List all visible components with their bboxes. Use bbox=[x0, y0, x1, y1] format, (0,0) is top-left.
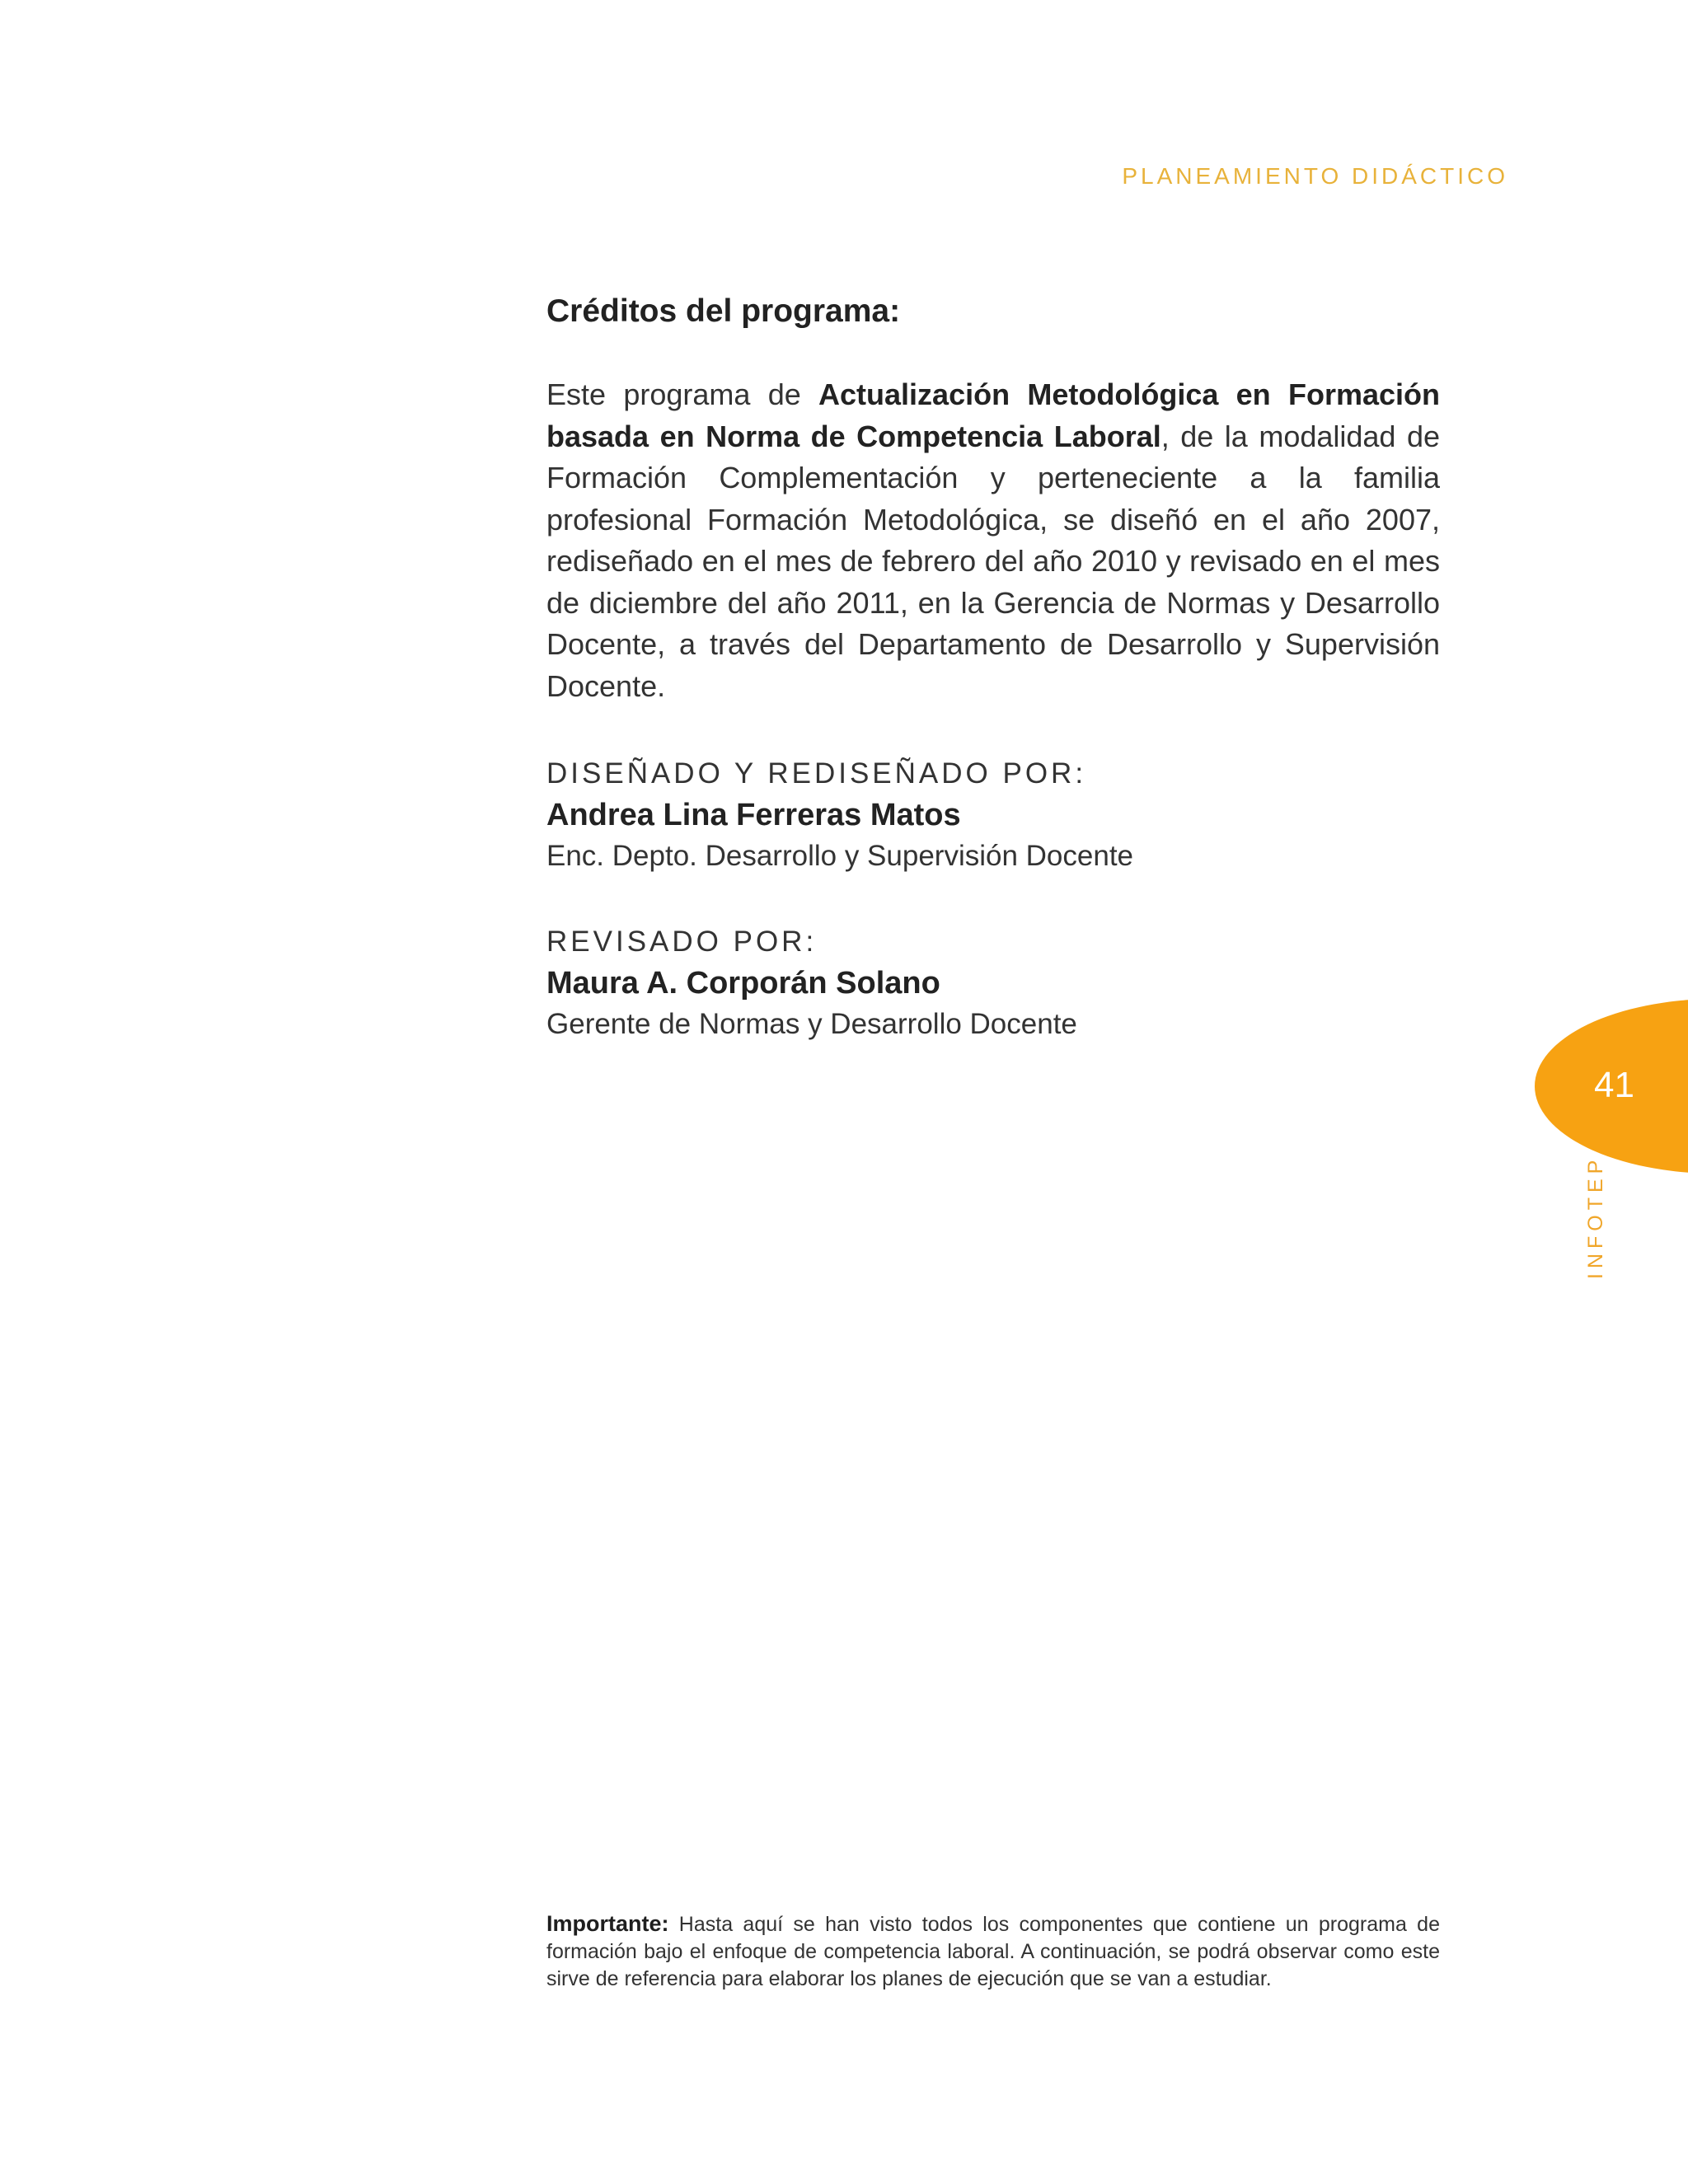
description-intro: Este programa de bbox=[546, 377, 819, 411]
page-number: 41 bbox=[1594, 1065, 1634, 1105]
important-note bbox=[546, 1910, 1440, 1993]
program-name: Actualización Metodológica en Formación basada en Norma de Competencia Laboral bbox=[546, 377, 1440, 453]
note-label: Importante: bbox=[546, 1911, 669, 1936]
note-text: Hasta aquí se han visto todos los componentes que contiene un programa de formación bajo el enfoque de competencia laboral. A continuación, se podrá observar como este sirve de referencia para elaborar los planes de ejecución que se van a estudiar. bbox=[546, 1913, 1440, 1990]
credit-designed-by bbox=[546, 753, 1440, 877]
credit-reviewed-by bbox=[546, 921, 1440, 1045]
program-description bbox=[546, 374, 1440, 707]
main-content bbox=[546, 288, 1440, 1045]
credit-heading: REVISADO POR: bbox=[546, 926, 818, 958]
running-header: PLANEAMIENTO DIDÁCTICO bbox=[1122, 163, 1508, 189]
section-title: Créditos del programa: bbox=[546, 293, 901, 329]
description-rest: , de la modalidad de Formación Complementación y perteneciente a la familia profesional Formación Metodológica, se diseñó en el año 2007, rediseñado en el mes de febrero del año 2010 y revisado en el mes de diciembre del año 2011, en la Gerencia de Normas y Desarrollo Docente, a través del Departamento de Desarrollo y Supervisión Docente. bbox=[546, 419, 1440, 703]
credit-heading: DISEÑADO Y REDISEÑADO POR: bbox=[546, 757, 1087, 790]
credit-role: Enc. Depto. Desarrollo y Supervisión Docente bbox=[546, 840, 1134, 872]
credit-name: Maura A. Corporán Solano bbox=[546, 966, 940, 1001]
credit-role: Gerente de Normas y Desarrollo Docente bbox=[546, 1008, 1077, 1040]
side-vertical-label: INFOTEP bbox=[1584, 1155, 1607, 1279]
credit-name: Andrea Lina Ferreras Matos bbox=[546, 798, 961, 832]
